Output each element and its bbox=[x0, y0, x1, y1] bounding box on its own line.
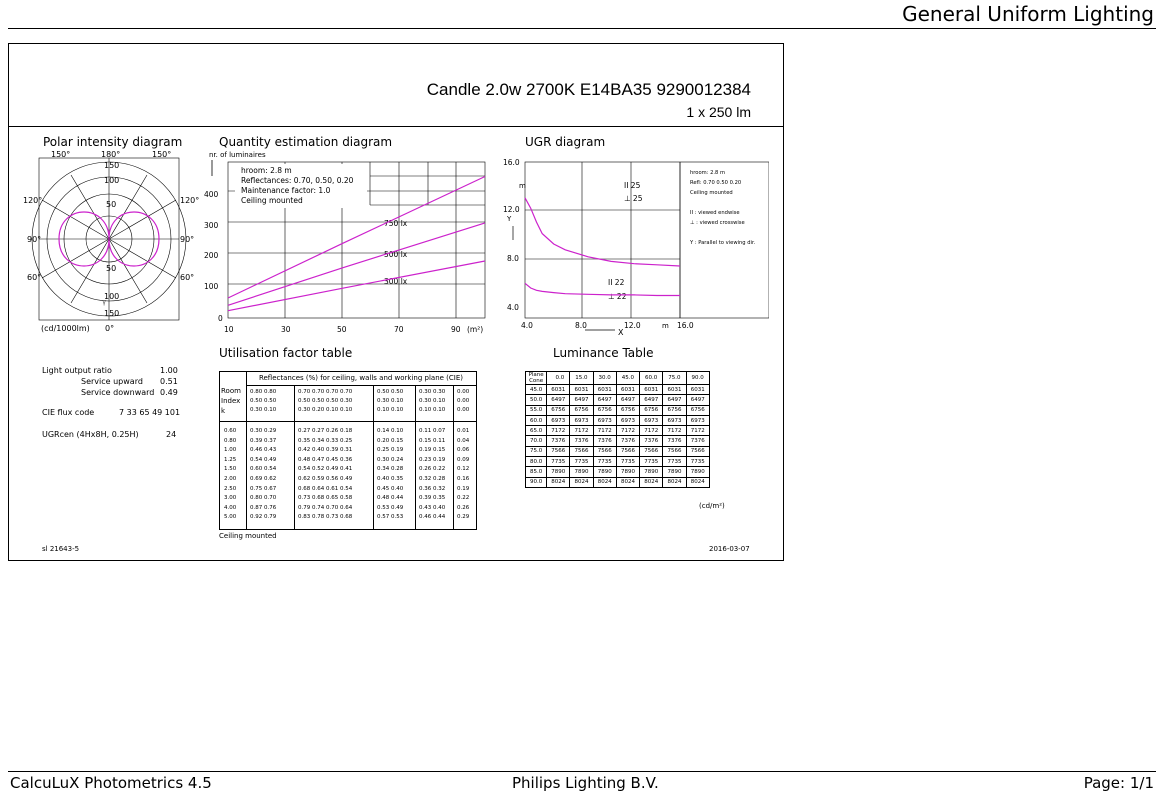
quantity-xunit: (m²) bbox=[467, 325, 484, 334]
lum-value: 7890 bbox=[616, 467, 639, 477]
quantity-ytick: 100 bbox=[204, 282, 219, 291]
footer-page: Page: 1/1 bbox=[1083, 774, 1154, 792]
lum-value: 6973 bbox=[570, 415, 593, 425]
util-value: 0.40 0.35 bbox=[377, 476, 404, 482]
util-table bbox=[219, 371, 477, 530]
ugr-chart bbox=[501, 148, 769, 338]
lum-value: 7376 bbox=[686, 436, 709, 446]
lum-value: 6756 bbox=[640, 405, 663, 415]
quantity-series-label: 300 lx bbox=[384, 277, 408, 286]
lum-value: 6756 bbox=[547, 405, 570, 415]
lum-column-header: 90.0 bbox=[686, 372, 709, 385]
lum-value: 6031 bbox=[663, 385, 686, 395]
lum-value: 6497 bbox=[663, 395, 686, 405]
ugr-legend: Y : Parallel to viewing dir. bbox=[690, 240, 756, 246]
util-refl-cell: 0.80 0.80 bbox=[250, 389, 277, 395]
util-value: 0.53 0.49 bbox=[377, 504, 404, 511]
ugr-legend: Ceiling mounted bbox=[690, 190, 733, 196]
lum-value: 6973 bbox=[616, 415, 639, 425]
lum-value: 7566 bbox=[640, 446, 663, 456]
polar-angle: 120° bbox=[180, 196, 200, 205]
header-rule bbox=[8, 28, 1156, 29]
quantity-info: Maintenance factor: 1.0 bbox=[241, 186, 331, 195]
lum-value: 6497 bbox=[570, 395, 593, 405]
util-value: 0.54 0.52 0.49 0.41 bbox=[298, 466, 353, 473]
polar-ring-label: 100 bbox=[104, 176, 120, 185]
util-value: 0.39 0.37 bbox=[250, 437, 277, 444]
lum-value: 7172 bbox=[593, 426, 616, 436]
util-room-index: 2.00 bbox=[224, 476, 237, 482]
quantity-chart bbox=[204, 148, 489, 338]
util-value: 0.34 0.28 bbox=[377, 466, 404, 473]
lum-cone-angle: 50.0 bbox=[526, 395, 547, 405]
util-value: 0.32 0.28 bbox=[419, 476, 446, 482]
lum-value: 7172 bbox=[686, 426, 709, 436]
lum-value: 7890 bbox=[686, 467, 709, 477]
util-refl-cell: 0.50 0.50 0.50 0.30 bbox=[298, 398, 353, 404]
polar-angle: 120° bbox=[23, 196, 43, 205]
lum-value: 7890 bbox=[663, 467, 686, 477]
polar-angle: 60° bbox=[27, 273, 42, 282]
lum-value: 7890 bbox=[570, 467, 593, 477]
lum-value: 6973 bbox=[663, 415, 686, 425]
lum-value: 7566 bbox=[593, 446, 616, 456]
util-value: 0.20 0.15 bbox=[377, 437, 404, 444]
light-output-value: 1.00 bbox=[160, 366, 178, 375]
ugr-xtick: 16.0 bbox=[677, 321, 694, 330]
util-refl-cell: 0.00 bbox=[457, 389, 470, 395]
lum-value: 6973 bbox=[686, 415, 709, 425]
polar-ring-label: 50 bbox=[106, 200, 117, 209]
lum-value: 7172 bbox=[640, 426, 663, 436]
lum-row bbox=[526, 436, 710, 446]
ugr-legend: ⊥ : viewed crosswise bbox=[690, 220, 745, 226]
ugr-ytick: 12.0 bbox=[503, 205, 520, 214]
lum-row bbox=[526, 467, 710, 477]
quantity-ylabel: nr. of luminaires bbox=[209, 151, 266, 159]
util-refl-cell: 0.30 0.10 bbox=[377, 398, 404, 404]
ugr-xtick: 8.0 bbox=[575, 321, 587, 330]
lum-value: 8024 bbox=[663, 477, 686, 487]
lum-value: 8024 bbox=[593, 477, 616, 487]
quantity-ytick: 200 bbox=[204, 251, 219, 260]
util-value: 0.15 0.11 bbox=[419, 437, 446, 444]
util-value: 0.57 0.53 bbox=[377, 514, 404, 521]
lum-value: 6756 bbox=[570, 405, 593, 415]
lum-cone-angle: 85.0 bbox=[526, 467, 547, 477]
lum-value: 6031 bbox=[640, 385, 663, 395]
util-divider bbox=[415, 385, 416, 529]
util-value: 0.14 0.10 bbox=[377, 428, 404, 434]
lum-column-header: 45.0 bbox=[616, 372, 639, 385]
util-room-index: 5.00 bbox=[224, 514, 237, 521]
ugr-xtick: 4.0 bbox=[521, 321, 533, 330]
util-refl-cell: 0.10 0.10 bbox=[377, 407, 404, 413]
ugr-annotation: ⊥ 22 bbox=[608, 292, 627, 301]
util-refl-cell: 0.30 0.10 bbox=[419, 398, 446, 404]
util-value: 0.48 0.47 0.45 0.36 bbox=[298, 456, 353, 463]
quantity-info: hroom: 2.8 m bbox=[241, 166, 292, 175]
lum-value: 8024 bbox=[547, 477, 570, 487]
lum-value: 7566 bbox=[686, 446, 709, 456]
ugr-annotation: II 22 bbox=[608, 278, 625, 287]
lum-value: 6756 bbox=[686, 405, 709, 415]
polar-title: Polar intensity diagram bbox=[43, 135, 183, 149]
ugr-ytick: 8.0 bbox=[507, 254, 519, 263]
util-room-index: 0.60 bbox=[224, 428, 237, 434]
lum-row bbox=[526, 446, 710, 456]
lum-row bbox=[526, 457, 710, 467]
ugr-xtick: 12.0 bbox=[624, 321, 641, 330]
util-value: 0.30 0.29 bbox=[250, 428, 277, 434]
lum-value: 6031 bbox=[547, 385, 570, 395]
polar-angle: 180° bbox=[101, 150, 121, 159]
sheet-date: 2016-03-07 bbox=[709, 545, 750, 553]
lum-value: 6031 bbox=[616, 385, 639, 395]
lum-value: 6973 bbox=[593, 415, 616, 425]
ugr-legend: hroom: 2.8 m bbox=[690, 170, 726, 176]
lum-value: 7376 bbox=[570, 436, 593, 446]
util-room-label: Room Index k bbox=[221, 387, 241, 415]
lum-cone-angle: 70.0 bbox=[526, 436, 547, 446]
lum-value: 6497 bbox=[640, 395, 663, 405]
lum-value: 8024 bbox=[570, 477, 593, 487]
util-value: 0.12 bbox=[457, 466, 470, 473]
util-value: 0.46 0.44 bbox=[419, 514, 446, 521]
quantity-series-line bbox=[228, 223, 485, 305]
lum-row bbox=[526, 415, 710, 425]
lum-value: 6497 bbox=[686, 395, 709, 405]
quantity-xtick: 90 bbox=[451, 325, 461, 334]
lum-value: 7890 bbox=[547, 467, 570, 477]
lum-value: 8024 bbox=[686, 477, 709, 487]
util-value: 0.54 0.49 bbox=[250, 456, 277, 463]
quantity-title: Quantity estimation diagram bbox=[219, 135, 393, 149]
ugr-ytick: 4.0 bbox=[507, 303, 519, 312]
ugr-title: UGR diagram bbox=[525, 135, 606, 149]
quantity-xtick: 30 bbox=[281, 325, 291, 334]
lum-cone-angle: 65.0 bbox=[526, 426, 547, 436]
quantity-xtick: 50 bbox=[337, 325, 347, 334]
lum-cone-angle: 60.0 bbox=[526, 415, 547, 425]
lum-value: 7890 bbox=[593, 467, 616, 477]
util-value: 0.26 0.22 bbox=[419, 466, 446, 473]
upward-label: Service upward bbox=[81, 377, 143, 386]
lum-value: 8024 bbox=[616, 477, 639, 487]
util-refl-cell: 0.50 0.50 bbox=[250, 398, 277, 404]
lum-value: 7376 bbox=[593, 436, 616, 446]
util-value: 0.43 0.40 bbox=[419, 504, 446, 511]
util-value: 0.11 0.07 bbox=[419, 428, 446, 434]
lum-value: 7376 bbox=[663, 436, 686, 446]
lum-value: 7735 bbox=[640, 457, 663, 467]
lum-value: 7566 bbox=[663, 446, 686, 456]
util-value: 0.80 0.70 bbox=[250, 495, 277, 502]
lum-value: 7172 bbox=[663, 426, 686, 436]
util-value: 0.29 bbox=[457, 514, 470, 521]
product-name: Candle 2.0w 2700K E14BA35 9290012384 bbox=[426, 80, 751, 99]
util-value: 0.92 0.79 bbox=[250, 514, 277, 521]
lum-value: 7735 bbox=[616, 457, 639, 467]
quantity-series-label: 500 lx bbox=[384, 250, 408, 259]
lum-column-header: 60.0 bbox=[640, 372, 663, 385]
lum-column-header: 15.0 bbox=[570, 372, 593, 385]
lum-cone-angle: 45.0 bbox=[526, 385, 547, 395]
quantity-info: Ceiling mounted bbox=[241, 196, 303, 205]
lum-table-wrap bbox=[525, 371, 710, 488]
lum-value: 6497 bbox=[547, 395, 570, 405]
ugr-legend: II : viewed endwise bbox=[690, 210, 740, 216]
util-value: 0.45 0.40 bbox=[377, 485, 404, 492]
footer-rule bbox=[8, 771, 1156, 772]
util-room-index: 2.50 bbox=[224, 485, 237, 492]
quantity-ytick: 400 bbox=[204, 190, 219, 199]
lum-value: 7172 bbox=[570, 426, 593, 436]
util-value: 0.73 0.68 0.65 0.58 bbox=[298, 495, 353, 502]
footer-software: CalcuLuX Photometrics 4.5 bbox=[10, 774, 212, 792]
lum-value: 7376 bbox=[547, 436, 570, 446]
lum-cone-angle: 75.0 bbox=[526, 446, 547, 456]
util-value: 0.35 0.34 0.33 0.25 bbox=[298, 437, 353, 444]
util-value: 0.68 0.64 0.61 0.54 bbox=[298, 485, 353, 492]
util-divider bbox=[453, 385, 454, 529]
util-value: 0.04 bbox=[457, 437, 470, 444]
ugr-curve bbox=[525, 198, 680, 266]
polar-ring-label: 150 bbox=[104, 309, 120, 318]
lum-value: 7890 bbox=[640, 467, 663, 477]
lum-row bbox=[526, 395, 710, 405]
util-value: 0.60 0.54 bbox=[250, 466, 277, 473]
util-refl-cell: 0.30 0.20 0.10 0.10 bbox=[298, 407, 353, 413]
lum-cone-angle: 55.0 bbox=[526, 405, 547, 415]
lum-value: 7172 bbox=[547, 426, 570, 436]
lum-value: 7566 bbox=[570, 446, 593, 456]
lum-value: 6756 bbox=[616, 405, 639, 415]
util-refl-cell: 0.30 0.10 bbox=[250, 407, 277, 413]
cie-value: 7 33 65 49 101 bbox=[119, 408, 181, 417]
util-value: 0.23 0.19 bbox=[419, 456, 446, 463]
lum-column-header: 0.0 bbox=[547, 372, 570, 385]
lum-column-header: 30.0 bbox=[593, 372, 616, 385]
util-value: 0.09 bbox=[457, 456, 470, 463]
lum-value: 6031 bbox=[570, 385, 593, 395]
datasheet bbox=[8, 43, 784, 561]
util-value: 0.36 0.32 bbox=[419, 485, 446, 492]
reference-code: sl 21643-5 bbox=[42, 545, 80, 553]
lum-value: 6973 bbox=[547, 415, 570, 425]
util-refl-cell: 0.00 bbox=[457, 407, 470, 413]
util-refl-cell: 0.50 0.50 bbox=[377, 389, 404, 395]
util-refl-cell: 0.30 0.30 bbox=[419, 389, 446, 395]
lum-value: 7566 bbox=[547, 446, 570, 456]
polar-angle: 150° bbox=[152, 150, 172, 159]
lum-row bbox=[526, 477, 710, 487]
footer-company: Philips Lighting B.V. bbox=[512, 774, 659, 792]
util-note: Ceiling mounted bbox=[219, 532, 277, 540]
util-value: 0.79 0.74 0.70 0.64 bbox=[298, 504, 353, 511]
util-value: 0.25 0.19 bbox=[377, 447, 404, 454]
lum-title: Luminance Table bbox=[553, 346, 654, 360]
util-value: 0.75 0.67 bbox=[250, 485, 277, 492]
lum-unit: (cd/m²) bbox=[699, 502, 725, 510]
lum-value: 8024 bbox=[640, 477, 663, 487]
sheet-divider bbox=[9, 126, 783, 127]
lum-corner: Plane Cone bbox=[526, 372, 547, 385]
util-value: 0.26 bbox=[457, 504, 470, 511]
lum-value: 6756 bbox=[663, 405, 686, 415]
util-room-index: 3.00 bbox=[224, 495, 237, 502]
page-title: General Uniform Lighting bbox=[902, 2, 1154, 26]
util-room-index: 1.25 bbox=[224, 456, 237, 463]
quantity-xtick: 70 bbox=[394, 325, 404, 334]
polar-ring-label: 50 bbox=[106, 264, 117, 273]
polar-angle: 0° bbox=[105, 324, 115, 333]
lum-column-header: 75.0 bbox=[663, 372, 686, 385]
util-value: 0.83 0.78 0.73 0.68 bbox=[298, 514, 353, 521]
downward-value: 0.49 bbox=[160, 388, 178, 397]
lum-value: 7566 bbox=[616, 446, 639, 456]
ugr-ylabel: Y bbox=[507, 215, 512, 223]
ugr-curve bbox=[525, 283, 680, 295]
quantity-ytick: 0 bbox=[218, 314, 223, 323]
lum-value: 7376 bbox=[640, 436, 663, 446]
polar-angle: 60° bbox=[180, 273, 195, 282]
ugr-cen-value: 24 bbox=[166, 430, 177, 439]
util-refl-cell: 0.10 0.10 bbox=[419, 407, 446, 413]
util-value: 0.69 0.62 bbox=[250, 476, 277, 482]
polar-angle: 90° bbox=[180, 235, 195, 244]
quantity-ytick: 300 bbox=[204, 221, 219, 230]
cie-label: CIE flux code bbox=[42, 408, 95, 417]
util-value: 0.06 bbox=[457, 447, 470, 454]
ugr-legend: Refl: 0.70 0.50 0.20 bbox=[690, 180, 742, 186]
polar-ring-label: 150 bbox=[104, 161, 120, 170]
lum-value: 7735 bbox=[686, 457, 709, 467]
lum-value: 6756 bbox=[593, 405, 616, 415]
lum-value: 7735 bbox=[593, 457, 616, 467]
light-output-label: Light output ratio bbox=[42, 366, 112, 375]
lum-row bbox=[526, 385, 710, 395]
util-room-index: 1.00 bbox=[224, 447, 237, 454]
util-value: 0.01 bbox=[457, 428, 470, 434]
quantity-series-label: 750 lx bbox=[384, 219, 408, 228]
util-room-index: 0.80 bbox=[224, 437, 237, 444]
polar-angle: 90° bbox=[27, 235, 42, 244]
lum-cone-angle: 80.0 bbox=[526, 457, 547, 467]
util-value: 0.27 0.27 0.26 0.18 bbox=[298, 428, 353, 434]
util-title: Utilisation factor table bbox=[219, 346, 353, 360]
util-room-index: 4.00 bbox=[224, 504, 237, 511]
util-value: 0.87 0.76 bbox=[250, 504, 277, 511]
luminance-table bbox=[525, 371, 710, 488]
util-value: 0.19 bbox=[457, 485, 470, 492]
polar-gamma: γ bbox=[102, 298, 107, 306]
polar-ring-label: 100 bbox=[104, 292, 120, 301]
util-value: 0.39 0.35 bbox=[419, 495, 446, 502]
lum-row bbox=[526, 405, 710, 415]
upward-value: 0.51 bbox=[160, 377, 178, 386]
util-value: 0.42 0.40 0.39 0.31 bbox=[298, 447, 353, 454]
polar-unit: (cd/1000lm) bbox=[41, 324, 90, 333]
lum-value: 6973 bbox=[640, 415, 663, 425]
util-value: 0.46 0.43 bbox=[250, 447, 277, 454]
lum-value: 6031 bbox=[593, 385, 616, 395]
ugr-x-m: m bbox=[662, 322, 669, 330]
lum-row bbox=[526, 426, 710, 436]
util-room-index: 1.50 bbox=[224, 466, 237, 473]
ugr-annotation: II 25 bbox=[624, 181, 641, 190]
lum-value: 6497 bbox=[593, 395, 616, 405]
quantity-series-line bbox=[228, 261, 485, 311]
ugr-cen-label: UGRcen (4Hx8H, 0.25H) bbox=[42, 430, 139, 439]
util-refl-cell: 0.70 0.70 0.70 0.70 bbox=[298, 389, 353, 395]
polar-angle: 150° bbox=[51, 150, 71, 159]
util-value: 0.62 0.59 0.56 0.49 bbox=[298, 476, 353, 482]
util-value: 0.22 bbox=[457, 495, 470, 502]
util-value: 0.19 0.15 bbox=[419, 447, 446, 454]
ugr-ytick: 16.0 bbox=[503, 158, 520, 167]
quantity-info: Reflectances: 0.70, 0.50, 0.20 bbox=[241, 176, 354, 185]
util-header: Reflectances (%) for ceiling, walls and working plane (CIE) bbox=[246, 372, 476, 386]
lum-value: 7735 bbox=[547, 457, 570, 467]
polar-diagram bbox=[9, 148, 209, 338]
downward-label: Service downward bbox=[81, 388, 155, 397]
lum-value: 7735 bbox=[570, 457, 593, 467]
lum-value: 6497 bbox=[616, 395, 639, 405]
util-value: 0.30 0.24 bbox=[377, 456, 404, 463]
lum-value: 7376 bbox=[616, 436, 639, 446]
quantity-xtick: 10 bbox=[224, 325, 234, 334]
util-value: 0.48 0.44 bbox=[377, 495, 404, 502]
lum-value: 7172 bbox=[616, 426, 639, 436]
util-divider bbox=[373, 385, 374, 529]
lum-value: 6031 bbox=[686, 385, 709, 395]
ugr-annotation: ⊥ 25 bbox=[624, 194, 643, 203]
ugr-m-label: m bbox=[519, 182, 526, 190]
util-divider bbox=[294, 385, 295, 529]
lamp-flux: 1 x 250 lm bbox=[686, 104, 751, 120]
lum-cone-angle: 90.0 bbox=[526, 477, 547, 487]
util-refl-cell: 0.00 bbox=[457, 398, 470, 404]
ugr-xlabel: X bbox=[618, 328, 624, 337]
util-value: 0.16 bbox=[457, 476, 470, 482]
lum-value: 7735 bbox=[663, 457, 686, 467]
lum-header-row bbox=[526, 372, 710, 385]
